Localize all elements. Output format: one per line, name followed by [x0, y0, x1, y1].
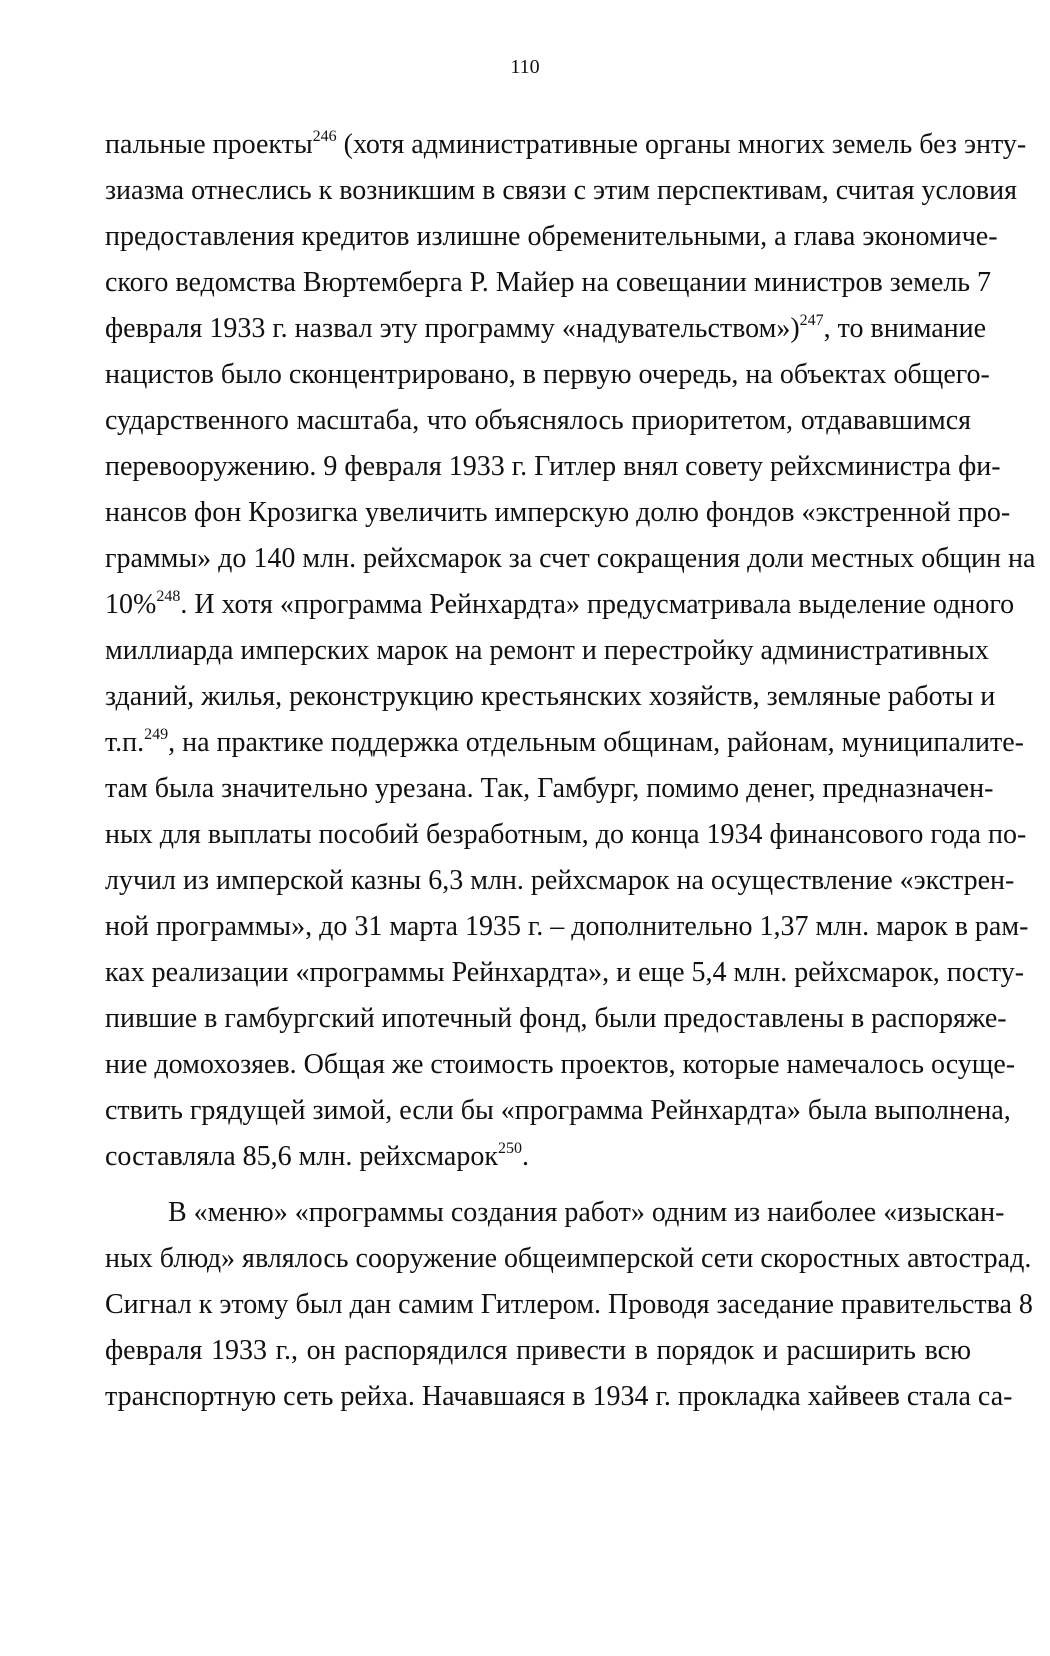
text-line: там была значительно урезана. Так, Гамбург, помимо денег, предназначен-: [105, 773, 994, 804]
text-segment: (хотя административные органы многих земель без энту-: [336, 129, 1027, 160]
text-line: зиазма отнеслись к возникшим в связи с этим перспективам, считая условия: [105, 175, 1017, 206]
text-line: граммы» до 140 млн. рейхсмарок за счет сокращения доли местных общин на: [105, 543, 1036, 574]
text-segment: составляла 85,6 млн. рейхсмарок: [105, 1141, 498, 1172]
text-line: февраля 1933 г., он распорядился привести в порядок и расширить всю: [105, 1335, 971, 1366]
footnote-ref: 250: [497, 1140, 522, 1157]
text-line: предоставления кредитов излишне обременительными, а глава экономиче-: [105, 221, 998, 252]
text-line: ского ведомства Вюртемберга Р. Майер на совещании министров земель 7: [105, 267, 992, 298]
text-segment: .: [521, 1141, 529, 1172]
footnote-ref: 246: [312, 128, 337, 145]
text-line: нансов фон Крозигка увеличить имперскую долю фондов «экстренной про-: [105, 497, 1011, 528]
text-line: сударственного масштаба, что объяснялось приоритетом, отдававшимся: [105, 405, 971, 436]
text-line: ствить грядущей зимой, если бы «программа Рейнхардта» была выполнена,: [105, 1095, 1011, 1126]
text-segment: т.п.: [105, 727, 145, 758]
footnote-ref: 247: [799, 312, 824, 329]
text-line: ние домохозяев. Общая же стоимость проектов, которые намечалось осуще-: [105, 1049, 1016, 1080]
text-line: [105, 1140, 971, 1174]
text-line: ных блюд» являлось сооружение общеимперской сети скоростных автострад.: [105, 1243, 1032, 1274]
text-line: нацистов было сконцентрировано, в первую очередь, на объектах общего-: [105, 359, 990, 390]
text-segment: февраля 1933 г. назвал эту программу «надувательством»): [105, 313, 800, 344]
text-line: ной программы», до 31 марта 1935 г. – дополнительно 1,37 млн. марок в рам-: [105, 911, 1029, 942]
text-line: [105, 726, 1024, 760]
text-line: лучил из имперской казны 6,3 млн. рейхсмарок на осуществление «экстрен-: [105, 865, 1015, 896]
text-line: миллиарда имперских марок на ремонт и перестройку административных: [105, 635, 989, 666]
text-line: ках реализации «программы Рейнхардта», и еще 5,4 млн. рейхсмарок, посту-: [105, 957, 1025, 988]
text-line: перевооружению. 9 февраля 1933 г. Гитлер внял совету рейхсминистра фи-: [105, 451, 1001, 482]
footnote-ref: 249: [144, 726, 169, 743]
text-line: транспортную сеть рейха. Начавшаяся в 1934 г. прокладка хайвеев стала са-: [105, 1381, 1013, 1412]
text-segment: пальные проекты: [105, 129, 313, 160]
footnote-ref: 248: [156, 588, 181, 605]
page-number: 110: [510, 56, 540, 78]
text-line: Сигнал к этому был дан самим Гитлером. Проводя заседание правительства 8: [105, 1289, 1033, 1320]
text-line: [105, 312, 987, 346]
text-line: зданий, жилья, реконструкцию крестьянских хозяйств, земляные работы и: [105, 681, 996, 712]
text-line: В «меню» «программы создания работ» одним из наиболее «изыскан-: [168, 1197, 1005, 1228]
text-segment: , на практике поддержка отдельным общинам, районам, муниципалите-: [168, 727, 1024, 758]
text-line: [105, 128, 1027, 162]
text-segment: , то внимание: [823, 313, 987, 344]
text-line: [105, 588, 1015, 622]
text-line: пившие в гамбургский ипотечный фонд, были предоставлены в распоряже-: [105, 1003, 1007, 1034]
text-line: ных для выплаты пособий безработным, до конца 1934 финансового года по-: [105, 819, 1027, 850]
text-segment: . И хотя «программа Рейнхардта» предусматривала выделение одного: [180, 589, 1015, 620]
text-segment: 10%: [105, 589, 157, 620]
